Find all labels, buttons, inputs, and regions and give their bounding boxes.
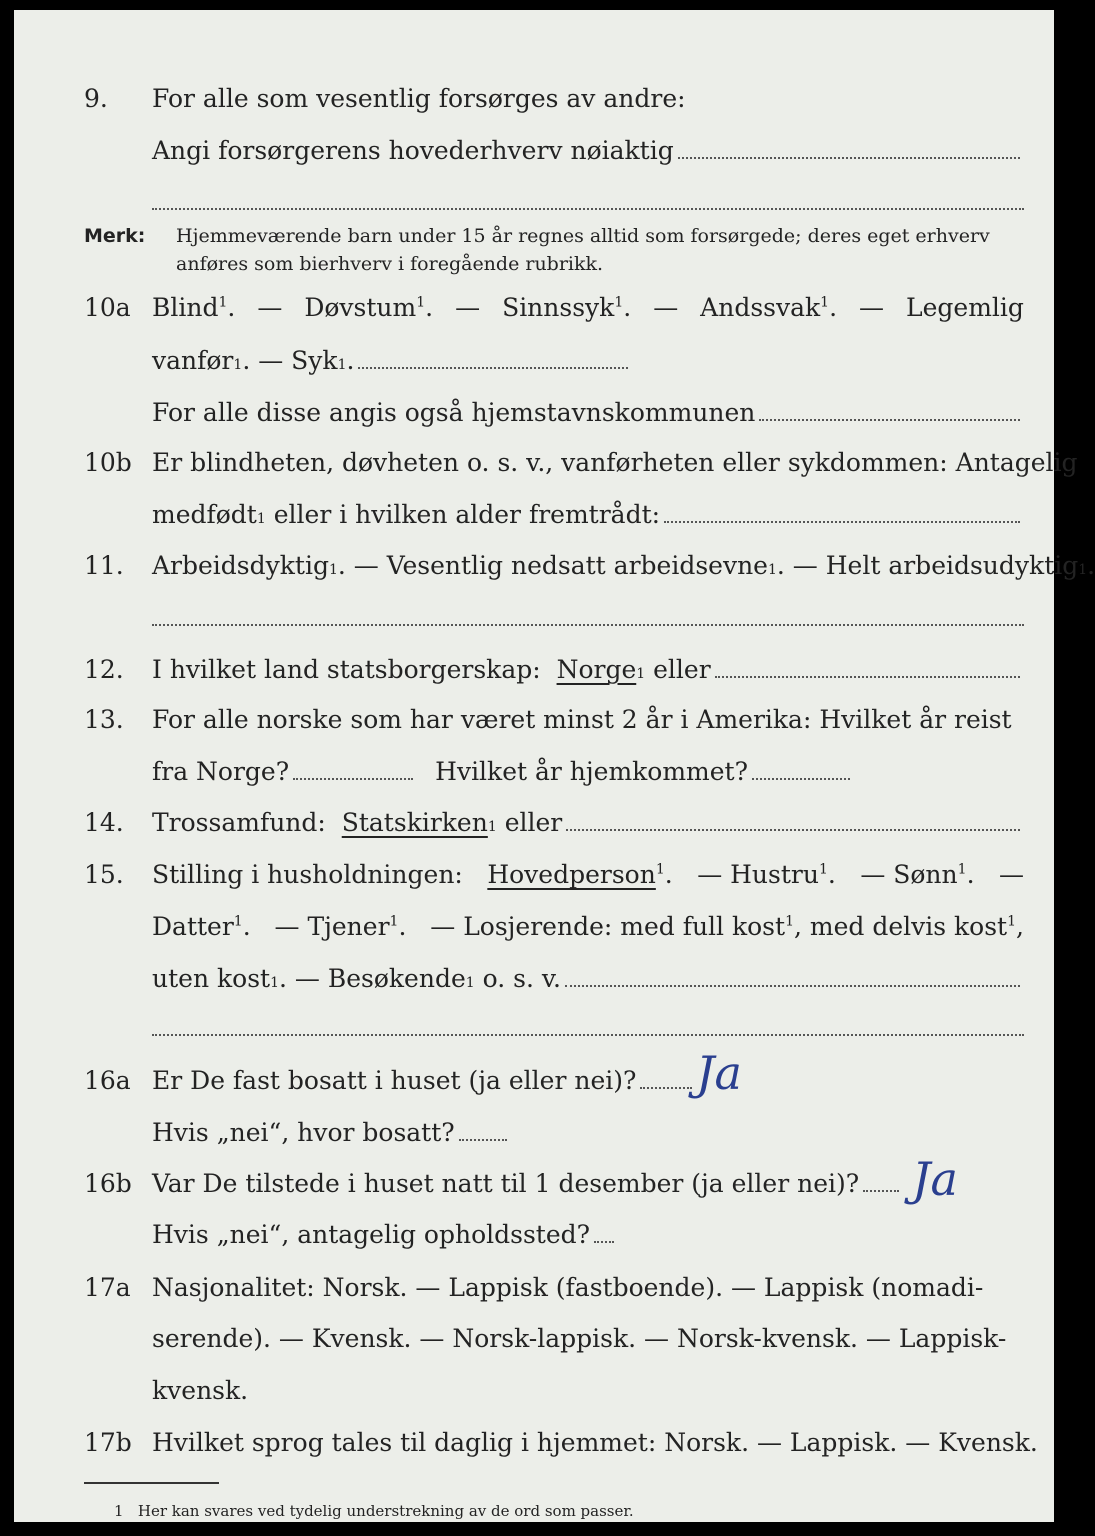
footnote — [114, 1502, 634, 1520]
q13-hjemkommet: Hvilket år hjemkommet? — [435, 757, 749, 786]
q10b-alder: eller i hvilken alder fremtrådt: — [273, 500, 661, 529]
q14-answer-line[interactable] — [566, 829, 1020, 831]
q16a-question: Er De fast bosatt i huset (ja eller nei)? — [152, 1066, 637, 1095]
q13-reist-line[interactable] — [293, 778, 413, 780]
footnote-rule — [84, 1482, 219, 1484]
census-form-page: 9. For alle som vesentlig forsørges av andre: Angi forsørgerens hovederhverv nøiaktig Merk: Hjemmeværende barn under 15 år regnes alltid som forsørgede; deres eget erhverv anføres som bierhverv i foregående rubrikk. 10a Blind$^1$. — Døvstum$^1$. — Sinnssyk$^1$. — Andssvak$^1$. — Legemlig vanfør 1 . — Syk 1 . For alle disse angis også hjemstavnskommunen 10b Er blindheten, døvheten o. s. v., vanførheten eller sykdommen: Antagelig medfødt 1 eller i hvilken alder fremtrådt: 11. Arbeidsdyktig 1 . — Vesentlig nedsatt arbeidsevne 1 . — Helt arbeidsudyktig 1 . 12. I hvilket land statsborgerskap: Norge 1 eller 13. For alle norske som har været minst 2 år i Amerika: Hvilket år reist fra Norge? Hvilket år hjemkommet? 14. Trossamfund: Statskirken 1 eller 15. Stilling i husholdningen: Hovedperson$^1$. — Hustru$^1$. — Sønn$^1$. — Datter$^1$. — Tjener$^1$. — Losjerende: med full kost$^1$, med delvis kost$^1$, uten kost 1 . — Besøkende 1 o. s. v. 16a Er De fast bosatt i huset (ja eller nei)? Ja Hvis „nei“, hvor bosatt? 16b Var De tilstede i huset natt til 1 desember (ja eller nei)? Ja Hvis „nei“, antagelig opholdssted? 17a Nasjonalitet: Norsk. — Lappisk (fastboende). — Lappisk (nomadi- serende). — Kvensk. — Norsk-lappisk. — Norsk-kvensk. — Lappisk- kvensk. 17b Hvilket sprog tales til daglig i hjemmet: Norsk. — Lappisk. — Kvensk. 1 Her kan svares ved tydelig understrekning av de ord som passer. — [14, 10, 1054, 1522]
q15-besokende[interactable]: — Besøkende — [294, 964, 466, 993]
q16b-opholdssted: Hvis „nei“, antagelig opholdssted? — [152, 1220, 591, 1249]
note-label: Merk: — [84, 225, 146, 247]
q12-number: 12. — [84, 655, 124, 684]
q9-text: For alle som vesentlig forsørges av andre: — [152, 84, 686, 113]
q16a-number: 16a — [84, 1066, 131, 1095]
q16b-handwritten-answer[interactable]: Ja — [912, 1152, 958, 1206]
q12-norge[interactable]: Norge — [556, 655, 637, 684]
q15-hovedperson[interactable]: Hovedperson — [487, 860, 656, 889]
q17a-text3: kvensk. — [152, 1376, 249, 1405]
q10a-hjemstavn: For alle disse angis også hjemstavnskommunen — [152, 398, 756, 427]
q15-losjerende-full[interactable]: — Losjerende: med full kost — [430, 912, 786, 941]
q13-text: For alle norske som har været minst 2 år i Amerika: Hvilket år reist — [152, 705, 1012, 734]
q13-number: 13. — [84, 705, 124, 734]
note-line1: Hjemmeværende barn under 15 år regnes alltid som forsørgede; deres eget erhverv — [176, 225, 990, 247]
q15-sonn[interactable]: — Sønn — [860, 860, 958, 889]
q10a-vanfor[interactable]: vanfør — [152, 346, 234, 375]
q14-statskirken[interactable]: Statskirken — [341, 808, 488, 837]
q17b-text: Hvilket sprog tales til daglig i hjemmet: Norsk. — Lappisk. — Kvensk. — [152, 1428, 1038, 1457]
note-line2: anføres som bierhverv i foregående rubrikk. — [176, 253, 604, 275]
q15-extra-line[interactable] — [152, 1034, 1024, 1036]
q17a-text1: Nasjonalitet: Norsk. — Lappisk (fastboende). — Lappisk (nomadi- — [152, 1273, 984, 1302]
q17a-text2: serende). — Kvensk. — Norsk-lappisk. — Norsk-kvensk. — Lappisk- — [152, 1324, 1007, 1353]
q9-extra-line[interactable] — [152, 208, 1024, 210]
q10b-medfodt[interactable]: medfødt — [152, 500, 257, 529]
q11-nedsatt[interactable]: — Vesentlig nedsatt arbeidsevne — [353, 551, 768, 580]
q15-tjener[interactable]: — Tjener — [274, 912, 390, 941]
q16a-hvor-line[interactable] — [459, 1139, 507, 1141]
q16a-handwritten-answer[interactable]: Ja — [696, 1046, 742, 1100]
q16a-answer-line[interactable] — [640, 1087, 692, 1089]
q15-question: Stilling i husholdningen: — [152, 860, 463, 889]
q10a-number: 10a — [84, 293, 131, 322]
q10a-syk[interactable]: — Syk — [258, 346, 338, 375]
q15-uten-kost[interactable]: uten kost — [152, 964, 271, 993]
q17b-number: 17b — [84, 1428, 132, 1457]
q10a-hjemstavn-line[interactable] — [759, 419, 1020, 421]
q13-hjemkommet-line[interactable] — [752, 778, 850, 780]
q10b-answer-line[interactable] — [664, 521, 1020, 523]
q15-datter[interactable]: Datter — [152, 912, 234, 941]
q16b-answer-line[interactable] — [863, 1190, 899, 1192]
q10a-sinnssyk[interactable]: Sinnssyk — [502, 293, 615, 322]
q12-answer-line[interactable] — [715, 676, 1020, 678]
note-merk — [84, 222, 1024, 275]
q10a-blind[interactable]: Blind — [152, 293, 219, 322]
q14-question: Trossamfund: — [152, 808, 326, 837]
q9-answer-line[interactable] — [678, 157, 1020, 159]
q15-answer-line[interactable] — [565, 985, 1020, 987]
q15-hustru[interactable]: — Hustru — [697, 860, 819, 889]
q10a-dovstum[interactable]: Døvstum — [304, 293, 417, 322]
q10a-legemlig[interactable]: Legemlig — [906, 293, 1024, 322]
q16b-number: 16b — [84, 1169, 132, 1198]
q16a-hvor: Hvis „nei“, hvor bosatt? — [152, 1118, 455, 1147]
q15-number: 15. — [84, 860, 124, 889]
q10a-andssvak[interactable]: Andssvak — [700, 293, 821, 322]
q10a-options: Blind$^1$. — Døvstum$^1$. — Sinnssyk$^1$. — Andssvak$^1$. — Legemlig — [152, 293, 1024, 322]
footnote-mark: 1 — [114, 1502, 124, 1520]
q15-osv: o. s. v. — [482, 964, 561, 993]
q11-answer-line[interactable] — [152, 624, 1024, 626]
q14-number: 14. — [84, 808, 124, 837]
q16b-question: Var De tilstede i huset natt til 1 desember (ja eller nei)? — [152, 1169, 860, 1198]
footnote-text: Her kan svares ved tydelig understrekning av de ord som passer. — [137, 1502, 634, 1520]
q10a-answer-line[interactable] — [358, 367, 628, 369]
q12-eller: eller — [653, 655, 711, 684]
q11-number: 11. — [84, 551, 124, 580]
q11-arbeidsdyktig[interactable]: Arbeidsdyktig — [152, 551, 329, 580]
q10b-text: Er blindheten, døvheten o. s. v., vanførheten eller sykdommen: Antagelig — [152, 448, 1078, 477]
q16b-opholdssted-line[interactable] — [594, 1241, 614, 1243]
q13-reist: fra Norge? — [152, 757, 290, 786]
q12-question: I hvilket land statsborgerskap: — [152, 655, 541, 684]
q9-number: 9. — [84, 84, 108, 113]
q11-udyktig[interactable]: — Helt arbeidsudyktig — [792, 551, 1079, 580]
q9-question: Angi forsørgerens hovederhverv nøiaktig — [152, 136, 674, 165]
q17a-number: 17a — [84, 1273, 131, 1302]
q15-delvis[interactable]: , med delvis kost — [793, 912, 1008, 941]
q10b-number: 10b — [84, 448, 132, 477]
q14-eller: eller — [504, 808, 563, 837]
